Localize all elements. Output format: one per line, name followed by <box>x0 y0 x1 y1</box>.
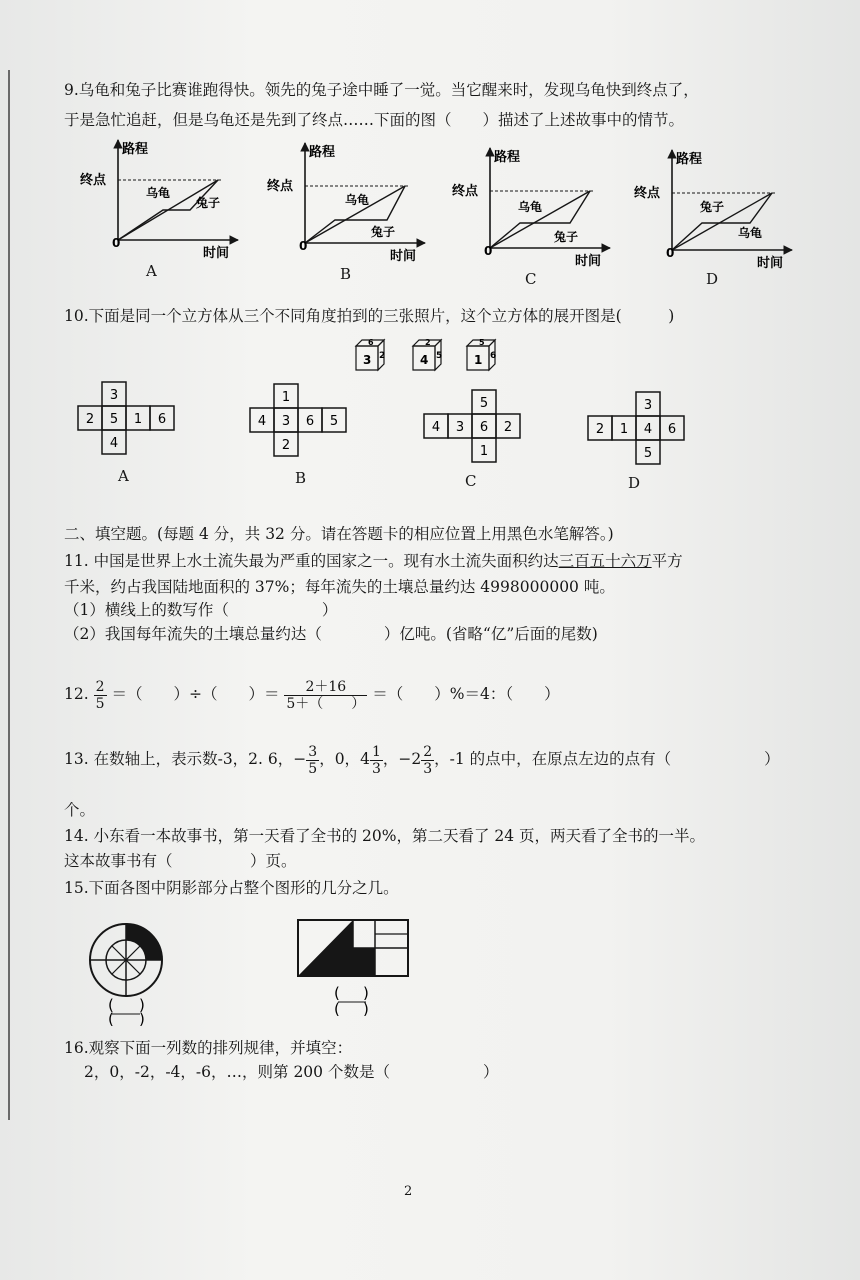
svg-text:6: 6 <box>490 351 497 361</box>
section-2-title: 二、填空题。(每题 4 分，共 32 分。请在答题卡的相应位置上用黑色水笔解答。) <box>64 525 614 543</box>
svg-text:): ) <box>139 996 145 1014</box>
net-d-label: D <box>628 474 641 492</box>
q14-line2: 这本故事书有（ ）页。 <box>64 852 297 870</box>
net-face-number: 2 <box>595 422 605 437</box>
svg-text:): ) <box>363 1000 369 1018</box>
q16-line1: 16.观察下面一列数的排列规律，并填空： <box>64 1039 353 1057</box>
svg-text:6: 6 <box>368 338 374 347</box>
net-face-number: 1 <box>619 422 629 437</box>
net-face-number: 4 <box>431 420 441 435</box>
net-face-number: 5 <box>643 446 653 461</box>
net-face-number: 2 <box>85 412 95 427</box>
svg-text:路程: 路程 <box>122 142 149 157</box>
net-b <box>250 384 346 456</box>
underlined-number: 三百五十六万 <box>558 552 652 570</box>
option-c-label: C <box>525 270 537 288</box>
svg-text:终点: 终点 <box>267 179 294 194</box>
svg-text:时间: 时间 <box>203 246 230 261</box>
q11-line1: 11. 中国是世界上水土流失最为严重的国家之一。现有水土流失面积约达三百五十六万平方 <box>64 552 683 570</box>
net-face-number: 3 <box>281 414 291 429</box>
net-face-number: 6 <box>157 412 167 427</box>
q15-figures <box>0 910 860 1030</box>
q12: 12. $\frac{2}{5}$ ＝（ ）÷（ ）＝ $\frac{2+16}{5+( )}$ ＝（ ）%＝4：（ ） <box>64 678 560 712</box>
net-face-number: 3 <box>455 420 465 435</box>
rectangle-figure <box>298 920 408 976</box>
svg-text:终点: 终点 <box>80 173 107 188</box>
circle-figure <box>90 924 162 996</box>
svg-text:终点: 终点 <box>634 186 661 201</box>
q13-line2: 个。 <box>64 801 96 819</box>
net-face-number: 6 <box>667 422 677 437</box>
graph-d <box>634 150 792 271</box>
net-face-number: 5 <box>329 414 339 429</box>
svg-text:2: 2 <box>379 351 386 361</box>
svg-text:路程: 路程 <box>494 150 521 165</box>
svg-text:): ) <box>139 1010 145 1028</box>
net-face-number: 4 <box>643 422 653 437</box>
net-face-number: 6 <box>479 420 489 435</box>
svg-text:5: 5 <box>479 338 485 347</box>
net-face-number: 2 <box>503 420 513 435</box>
svg-text:0: 0 <box>484 244 493 258</box>
svg-text:终点: 终点 <box>452 184 479 199</box>
net-c-label: C <box>465 472 477 490</box>
svg-text:时间: 时间 <box>575 254 602 269</box>
option-b-label: B <box>340 265 352 283</box>
graph-c <box>452 148 610 269</box>
net-face-number: 1 <box>281 390 291 405</box>
net-face-number: 5 <box>479 396 489 411</box>
q14-line1: 14. 小东看一本故事书，第一天看了全书的 20%，第二天看了 24 页，两天看了全书的一半。 <box>64 827 706 845</box>
svg-text:3: 3 <box>363 353 372 367</box>
q11-sub1: （1）横线上的数写作（ ） <box>64 601 338 619</box>
svg-text:(: ( <box>334 1000 340 1018</box>
net-a <box>78 382 174 454</box>
net-face-number: 3 <box>109 388 119 403</box>
graph-a <box>80 140 238 261</box>
svg-text:时间: 时间 <box>390 249 417 264</box>
q9-graphs <box>0 135 860 305</box>
q11-sub2: （2）我国每年流失的土壤总量约达（ ）亿吨。(省略“亿”后面的尾数) <box>64 625 598 643</box>
svg-text:乌龟: 乌龟 <box>518 200 543 214</box>
svg-text:乌龟: 乌龟 <box>738 226 763 240</box>
svg-text:乌龟: 乌龟 <box>345 193 370 207</box>
svg-text:5: 5 <box>436 351 443 361</box>
net-face-number: 6 <box>305 414 315 429</box>
q11-line2: 千米，约占我国陆地面积的 37%；每年流失的土壤总量约达 4998000000 吨。 <box>64 578 615 596</box>
svg-text:时间: 时间 <box>757 256 784 271</box>
q10-cube-photos <box>0 332 860 382</box>
option-d-label: D <box>706 270 719 288</box>
svg-text:1: 1 <box>474 353 483 367</box>
svg-text:兔子: 兔子 <box>554 230 579 244</box>
origin: 0 <box>112 236 121 250</box>
net-face-number: 1 <box>133 412 143 427</box>
net-d <box>588 392 684 464</box>
net-face-number: 2 <box>281 438 291 453</box>
svg-text:兔子: 兔子 <box>700 200 725 214</box>
fraction-complex: $\frac{2+16}{5+( )}$ <box>286 678 366 712</box>
net-face-number: 4 <box>257 414 267 429</box>
net-face-number: 4 <box>109 436 119 451</box>
q10-text: 10.下面是同一个立方体从三个不同角度拍到的三张照片，这个立方体的展开图是( ) <box>64 307 675 325</box>
net-face-number: 5 <box>109 412 119 427</box>
q16-line2: 2，0，-2，-4，-6，…，则第 200 个数是（ ） <box>84 1063 499 1081</box>
net-face-number: 1 <box>479 444 489 459</box>
q9-line1: 9.乌龟和兔子比赛谁跑得快。领先的兔子途中睡了一觉。当它醒来时，发现乌龟快到终点了， <box>64 81 699 99</box>
svg-text:(: ( <box>108 996 114 1014</box>
net-a-label: A <box>118 467 129 485</box>
svg-text:0: 0 <box>299 239 308 253</box>
svg-text:2: 2 <box>425 338 431 347</box>
graph-b <box>267 143 425 264</box>
q13-line1: 13. 在数轴上，表示数-3，2. 6，− $\frac{3}{5}$ ，0，4 $\frac{1}{3}$ ，−2 $\frac{2}{3}$ ，-1 的点中，在原点左边的点有（ ） <box>64 743 780 777</box>
q15-text: 15.下面各图中阴影部分占整个图形的几分之几。 <box>64 879 399 897</box>
svg-text:(: ( <box>108 1010 114 1028</box>
svg-text:路程: 路程 <box>676 152 703 167</box>
svg-text:): ) <box>363 984 369 1002</box>
q9-line2: 于是急忙追赶，但是乌龟还是先到了终点……下面的图（ ）描述了上述故事中的情节。 <box>64 111 685 129</box>
svg-text:乌龟: 乌龟 <box>146 186 171 200</box>
svg-text:兔子: 兔子 <box>196 196 221 210</box>
fraction-2-5: $\frac{2}{5}$ <box>95 678 105 712</box>
svg-text:0: 0 <box>666 246 675 260</box>
svg-text:4: 4 <box>420 353 429 367</box>
svg-text:(: ( <box>334 984 340 1002</box>
net-b-label: B <box>295 469 307 487</box>
svg-text:兔子: 兔子 <box>371 225 396 239</box>
page-number: 2 <box>404 1184 413 1199</box>
svg-text:路程: 路程 <box>309 145 336 160</box>
option-a-label: A <box>146 262 157 280</box>
net-face-number: 3 <box>643 398 653 413</box>
q10-nets <box>0 380 860 490</box>
net-c <box>424 390 520 462</box>
